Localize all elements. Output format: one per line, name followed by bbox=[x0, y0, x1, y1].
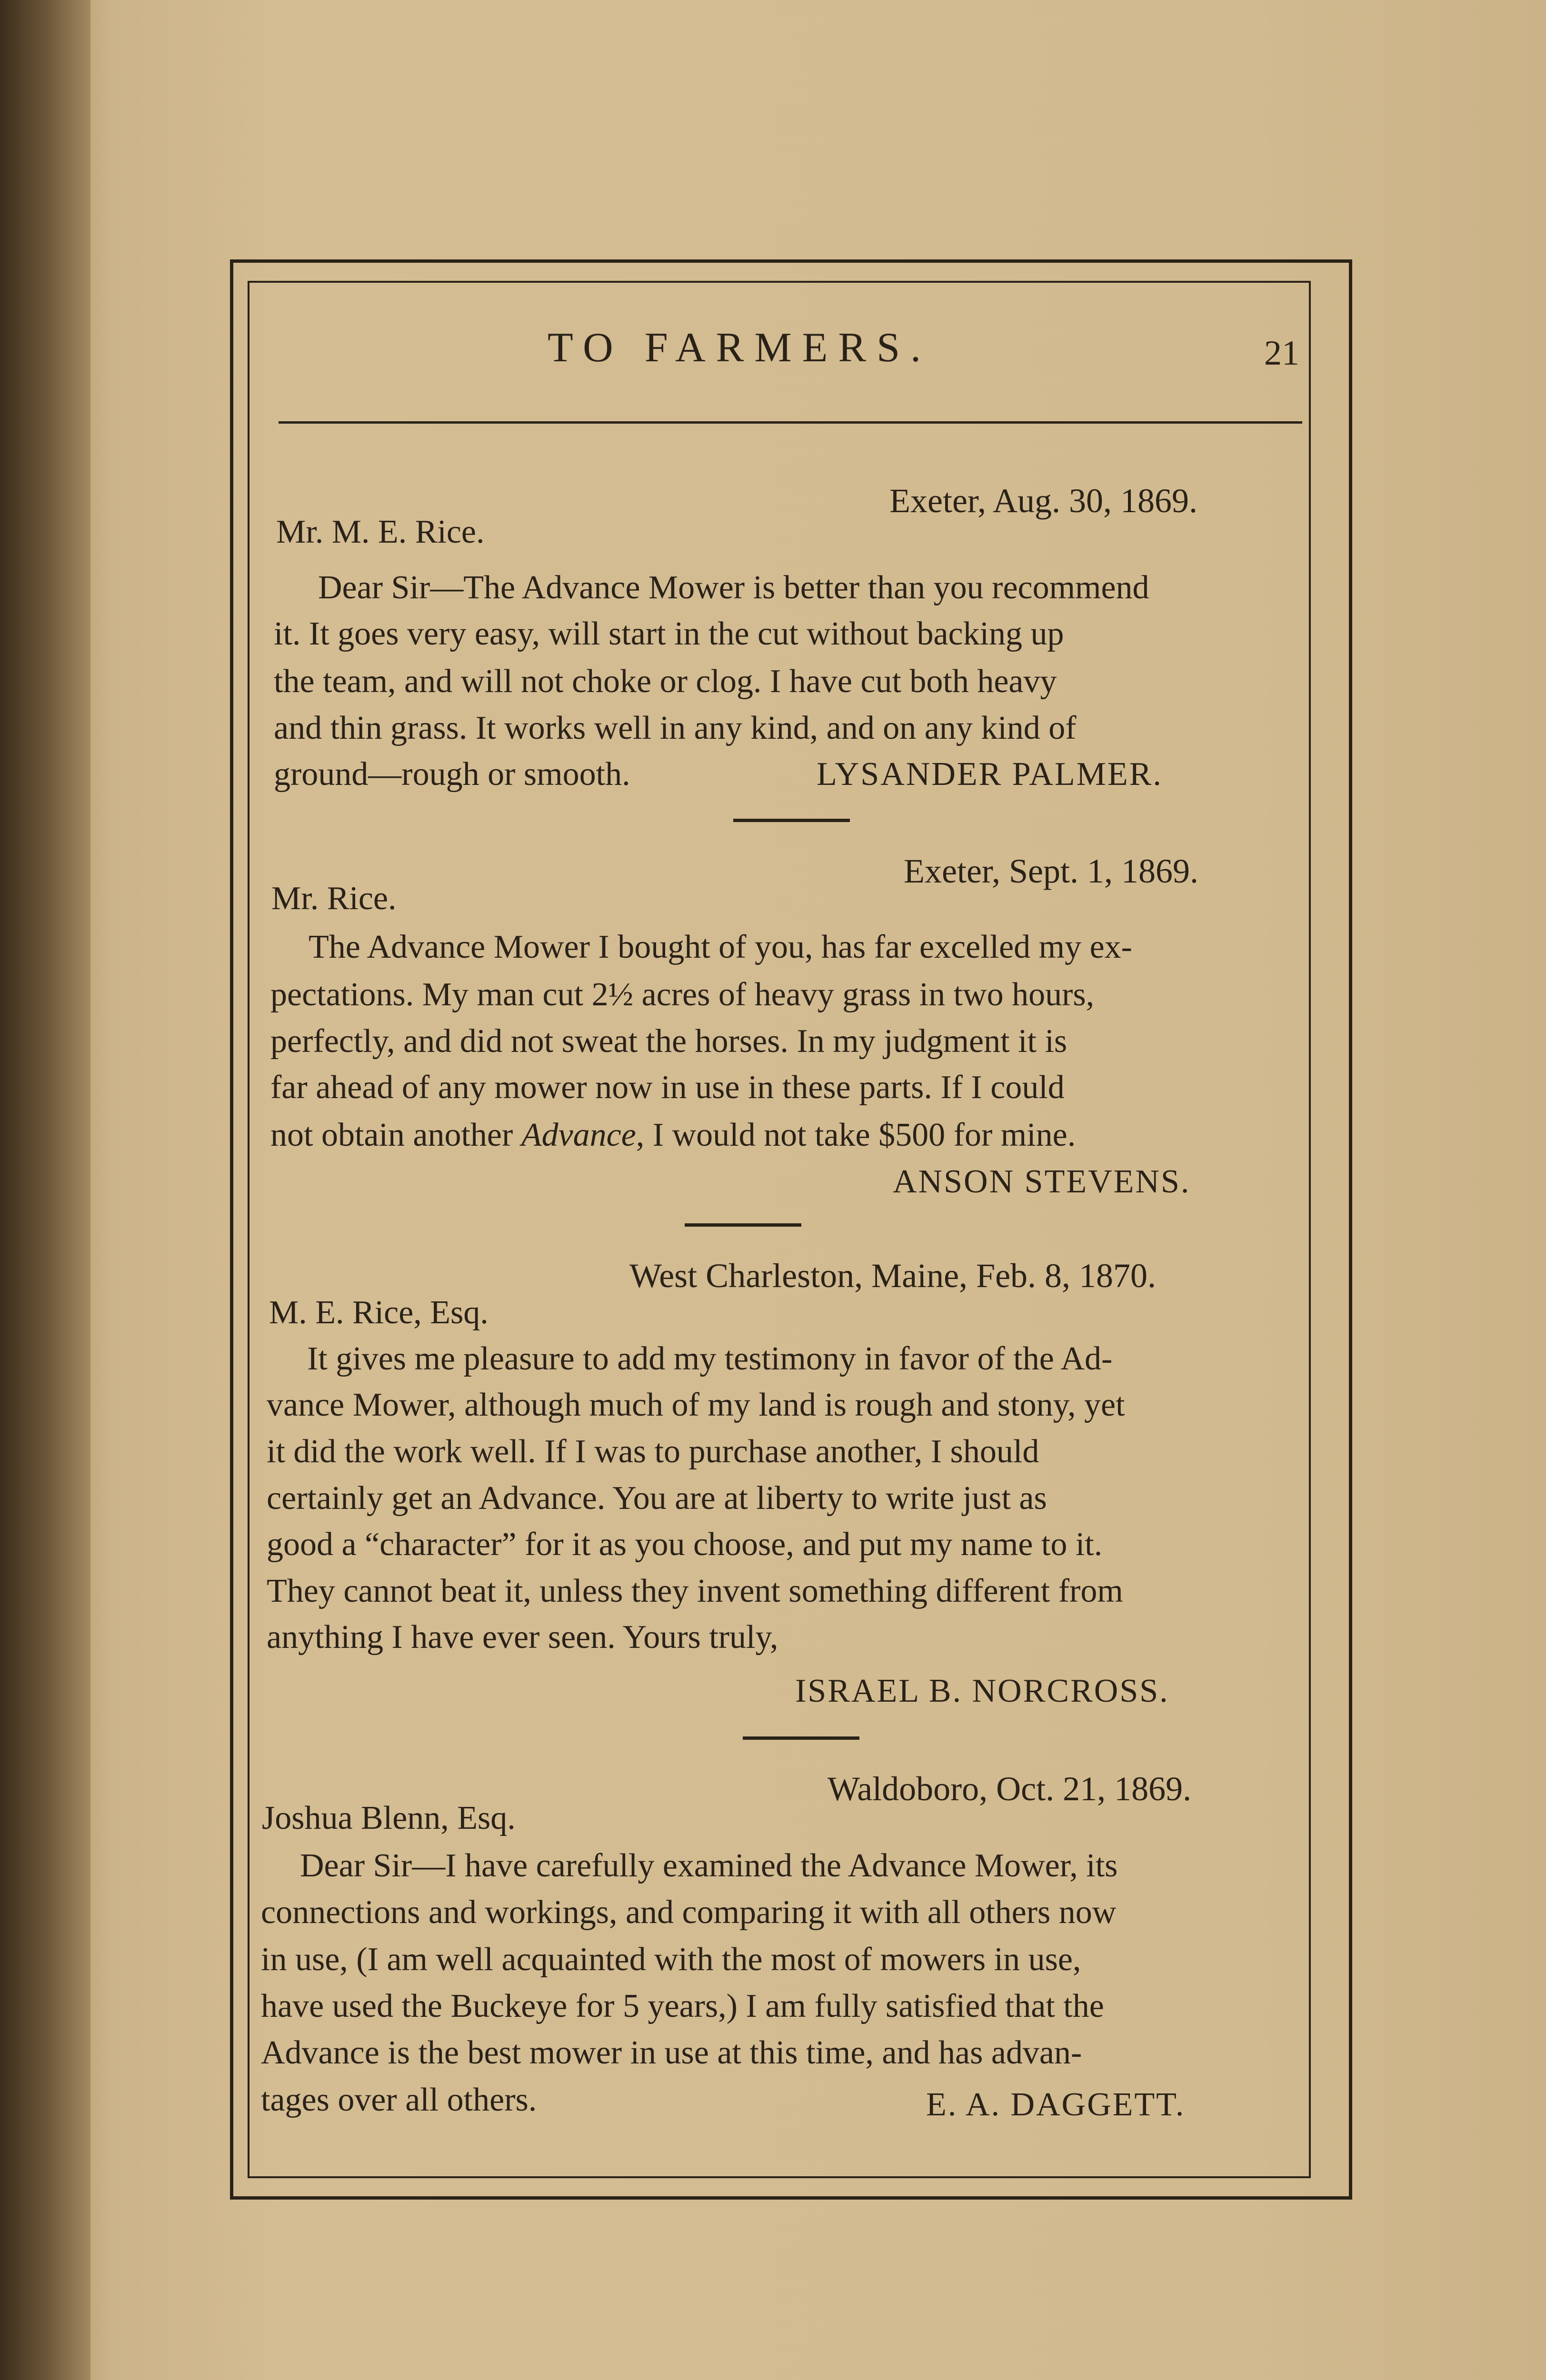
letter-line: anything I have ever seen. Yours truly, bbox=[267, 1619, 778, 1656]
letter-line-italic: Advance bbox=[521, 1117, 636, 1153]
letter-salutation: Mr. M. E. Rice. bbox=[276, 514, 485, 550]
letter-date: West Charleston, Maine, Feb. 8, 1870. bbox=[629, 1257, 1157, 1295]
letter-line: good a “character” for it as you choose, and put my name to it. bbox=[267, 1526, 1103, 1563]
letter-signature: ANSON STEVENS. bbox=[893, 1163, 1191, 1200]
letter-signature: E. A. DAGGETT. bbox=[926, 2086, 1186, 2123]
letter-line: Advance is the best mower in use at this time, and has advan- bbox=[261, 2034, 1082, 2071]
letter-line: The Advance Mower I bought of you, has far excelled my ex- bbox=[309, 929, 1132, 965]
letter-line: ground—rough or smooth. bbox=[274, 756, 630, 793]
letter-date: Exeter, Sept. 1, 1869. bbox=[904, 852, 1198, 890]
letter-line: tages over all others. bbox=[261, 2082, 537, 2118]
page-number: 21 bbox=[1264, 334, 1299, 373]
book-spine-shadow bbox=[0, 0, 90, 2380]
letter-line: vance Mower, although much of my land is rough and stony, yet bbox=[267, 1387, 1125, 1423]
letter-line bbox=[270, 1116, 1076, 1154]
heading-rule bbox=[279, 421, 1302, 424]
letter-separator bbox=[743, 1736, 859, 1740]
letter-signature: LYSANDER PALMER. bbox=[817, 756, 1163, 793]
letter-line: have used the Buckeye for 5 years,) I am fully satisfied that the bbox=[261, 1988, 1104, 2024]
letter-line-suffix: , I would not take $500 for mine. bbox=[636, 1117, 1076, 1153]
letter-signature: ISRAEL B. NORCROSS. bbox=[795, 1673, 1169, 1709]
letter-line: Dear Sir—I have carefully examined the Advance Mower, its bbox=[300, 1847, 1118, 1884]
letter-line: and thin grass. It works well in any kind, and on any kind of bbox=[274, 710, 1077, 746]
letter-line: It gives me pleasure to add my testimony in favor of the Ad- bbox=[307, 1340, 1113, 1377]
letter-line: certainly get an Advance. You are at liberty to write just as bbox=[267, 1480, 1047, 1517]
letter-separator bbox=[733, 819, 850, 822]
letter-line: in use, (I am well acquainted with the most of mowers in use, bbox=[261, 1941, 1081, 1978]
letter-separator bbox=[685, 1223, 801, 1227]
letter-line: connections and workings, and comparing it with all others now bbox=[261, 1894, 1117, 1931]
letter-date: Waldoboro, Oct. 21, 1869. bbox=[828, 1770, 1192, 1808]
letter-line: far ahead of any mower now in use in these parts. If I could bbox=[270, 1069, 1065, 1106]
letter-salutation: M. E. Rice, Esq. bbox=[269, 1294, 489, 1331]
letter-salutation: Mr. Rice. bbox=[271, 880, 397, 917]
letter-line: perfectly, and did not sweat the horses. In my judgment it is bbox=[270, 1023, 1067, 1060]
letter-line: it. It goes very easy, will start in the cut without backing up bbox=[274, 615, 1064, 652]
letter-line: it did the work well. If I was to purchase another, I should bbox=[267, 1433, 1039, 1470]
letter-line: They cannot beat it, unless they invent something different from bbox=[267, 1573, 1123, 1609]
letter-line: Dear Sir—The Advance Mower is better than you recommend bbox=[318, 569, 1149, 606]
letter-line: the team, and will not choke or clog. I have cut both heavy bbox=[274, 663, 1057, 700]
page-heading: TO FARMERS. bbox=[548, 325, 932, 371]
letter-date: Exeter, Aug. 30, 1869. bbox=[889, 482, 1198, 520]
letter-line: pectations. My man cut 2½ acres of heavy grass in two hours, bbox=[270, 976, 1095, 1013]
letter-line-prefix: not obtain another bbox=[270, 1117, 521, 1153]
letter-salutation: Joshua Blenn, Esq. bbox=[262, 1800, 516, 1836]
